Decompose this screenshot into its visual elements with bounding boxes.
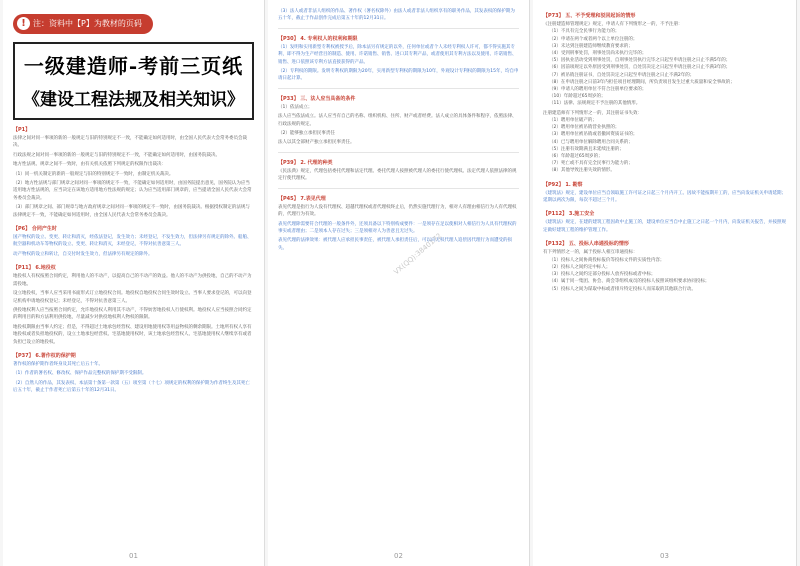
title-line-1: 一级建造师-考前三页纸 bbox=[23, 54, 244, 78]
list-item: （1）聘用单位破产的； bbox=[549, 118, 597, 124]
page-2 bbox=[268, 0, 530, 566]
list-item: （5）注册有效期满且未延续注册的； bbox=[549, 146, 624, 152]
paragraph: 表见代理的法律效果：被代理人应承担民事责任，被代理人承担责任后，可以向无权代理人追偿因代理行为而遭受的损失。 bbox=[278, 238, 512, 251]
note-banner bbox=[13, 14, 153, 34]
paragraph: 法律之间对同一事项的新的一般规定与旧的特别规定不一致，不能确定如何适用时，由全国人民代表大会常务委员会裁决。 bbox=[13, 136, 247, 149]
paragraph: （2）自然人的作品，其发表权、本法第十条第一款第（五）项至第（十七）项规定的权利的保护期为作者终生及其死亡后五十年，截止于作者死亡后第五十年的12月31日。 bbox=[13, 380, 250, 394]
section-heading: 【P132】 五、投标人串通投标的情形 bbox=[543, 241, 629, 248]
list-item: （5）投标人之间为谋取中标或者排斥特定投标人而采取的其他联合行动。 bbox=[549, 286, 696, 292]
paragraph: 注册建造师有下列情形之一的，其注册证书失效： bbox=[543, 110, 642, 116]
paragraph: 国产物权的设立、变更、转让和消灭，经依法登记，发生效力；未经登记，不发生效力，但法律另有规定的除外。船舶、航空器和机动车等物权的设立、变更、转让和消灭，未经登记，不得对抗善意第三人。 bbox=[13, 235, 252, 248]
paragraph: 法人应当依法成立。法人应当有自己的名称、组织机构、住所、财产或者经费。法人成立的具体条件和程序，依照法律、行政法规的规定。 bbox=[278, 114, 517, 127]
list-item: （8）其他导致注册失效的情形。 bbox=[549, 168, 615, 174]
page-3 bbox=[533, 0, 797, 566]
paragraph: 《民法典》规定，代理包括委托代理和法定代理。委托代理人按照被代理人的委托行使代理权。法定代理人依照法律的规定行使代理权。 bbox=[278, 168, 517, 182]
paragraph: （2）能够独立承担民事责任 bbox=[278, 131, 335, 137]
divider bbox=[278, 28, 519, 29]
paragraph: 法人以其全部财产独立承担民事责任。 bbox=[278, 140, 355, 146]
paragraph: 动产物权的设立和转让，自交付时发生效力，但法律另有规定的除外。 bbox=[13, 251, 153, 257]
document-title-box bbox=[13, 42, 254, 120]
section-heading: 【P33】 三、法人应当具备的条件 bbox=[278, 95, 356, 102]
paragraph: 地役权人有权按照合同约定，利用他人的不动产，以提高自己的不动产的效益。他人的不动产为供役地，自己的不动产为需役地。 bbox=[13, 274, 252, 287]
list-item: （4）属于同一集团、协会、商会等组织成员的投标人按照该组织要求协同投标； bbox=[549, 279, 710, 285]
watermark-text: VX(QQ):3840172 bbox=[392, 231, 444, 277]
paragraph: 供役地权利人应当按照合同约定，允许地役权人利用其不动产，不得妨害地役权人行使权利。地役权人应当按照合同约定的利用目的和方法利用供役地，尽量减少对供役地权利人物权的限制。 bbox=[13, 307, 252, 321]
section-heading: 【P11】 6.地役权 bbox=[13, 265, 56, 272]
paragraph: 地役权期限由当事人约定；但是，不得超过土地承包经营权、建设用地使用权等用益物权的剩余期限。土地所有权人享有地役权或者负担地役权的，设立土地承包经营权、宅基地使用权时，该土地承包经营权人、宅基地使用权人继续享有或者负担已设立的地役权。 bbox=[13, 324, 252, 345]
paragraph: （3）法人或者非法人组织的作品、著作权（署名权除外）由法人或者非法人组织享有的职务作品，其发表权的保护期为五十年，截止于作品创作完成后第五十年的12月31日。 bbox=[278, 9, 515, 22]
list-item: （6）年龄超过65周岁的； bbox=[549, 154, 603, 160]
divider bbox=[278, 152, 519, 153]
list-item: （11）法律、法规规定不予注册的其他情形。 bbox=[549, 101, 641, 107]
list-item: （7）死亡或不具有完全民事行为能力的； bbox=[549, 161, 633, 167]
paragraph: 表见代理除需要符合代理的一般条件外，还须具备以下特别构成要件：一是须存在足以使相对人相信行为人具有代理权的事实或者理由；二是须本人存在过失；三是须相对人为善意且无过失。 bbox=[278, 221, 517, 234]
section-heading: 【P92】 1. 勘察 bbox=[543, 181, 583, 188]
paragraph: 《建筑法》规定，建设单位应当自领取施工许可证之日起三个月内开工。因故不能按期开工的，应当向发证机关申请延期；延期以两次为限，每次不超过三个月。 bbox=[543, 190, 786, 204]
paragraph: （3）部门规章之间、部门规章与地方政府规章之间对同一事项的规定不一致时，由国务院裁决。根据授权制定的法规与法律规定不一致，不能确定如何适用时，由全国人民代表大会常务委员会裁决。 bbox=[13, 205, 250, 218]
list-item: （1）投标人之间协商投标报价等投标文件的实质性内容； bbox=[549, 257, 665, 263]
list-item: （8）在申请注册之日前3年内担任项目经理期间，所负责项目发生过重大质量和安全事故的； bbox=[549, 79, 735, 85]
note-text: 注：资料中【P】为教材的页码 bbox=[33, 19, 142, 28]
paragraph: 行政法规之间对同一事项的新的一般规定与旧的特别规定不一致，不能确定如何适用时，由国务院裁决。 bbox=[13, 152, 220, 158]
list-item: （2）申请在两个或者两个以上单位注册的； bbox=[549, 36, 638, 42]
section-heading: 【P6】 合同产生时 bbox=[13, 226, 57, 233]
page-number: 01 bbox=[129, 552, 138, 560]
list-item: （6）因前项规定以外原因受到刑事处罚，自处罚决定之日起至申请注册之日止不满3年的； bbox=[549, 65, 731, 71]
section-heading: 【P1】 bbox=[13, 127, 31, 133]
paragraph: （1）同一机关制定的新的一般规定与旧的特别规定不一致时，由制定机关裁决。 bbox=[13, 171, 174, 177]
list-item: （2）投标人之间约定中标人； bbox=[549, 264, 611, 270]
list-item: （9）申请人的聘用单位不符合注册单位要求的； bbox=[549, 87, 647, 93]
paragraph: 有下列情形之一的，属于投标人相互串通投标： bbox=[543, 250, 638, 256]
section-heading: 【P37】 6.著作权的保护期 bbox=[13, 352, 76, 359]
section-heading: 【P39】 2. 代理的种类 bbox=[278, 159, 333, 166]
paragraph: 地方性法规、规章之间不一致时，由有关机关依照下列规定的权限作出裁决： bbox=[13, 162, 166, 168]
paragraph: 《注册建造师管理规定》规定，申请人有下列情形之一的，不予注册： bbox=[543, 22, 683, 27]
section-heading: 【P73】 五、不予受理和驳回起诉的情形 bbox=[543, 13, 636, 19]
list-item: （5）因执业活动受到刑事处罚，自刑事处罚执行完毕之日起至申请注册之日止不满5年的； bbox=[549, 58, 731, 64]
paragraph: （2）专利权的期限。发明专利权的期限为20年，实用新型专利权的期限为10年，外观设计专利权的期限为15年，均自申请日起计算。 bbox=[278, 69, 519, 82]
divider bbox=[278, 88, 519, 89]
list-item: （1）不具有完全民事行为能力的； bbox=[549, 29, 620, 35]
list-item: （3）投标人之间约定部分投标人放弃投标或者中标； bbox=[549, 272, 656, 278]
list-item: （10）年龄超过65周岁的； bbox=[549, 94, 606, 100]
divider bbox=[278, 188, 519, 189]
paragraph: 表见代理是指行为人没有代理权、超越代理权或者代理权终止后，仍然实施代理行为，相对人有理由相信行为人有代理权的，代理行为有效。 bbox=[278, 204, 517, 218]
section-heading: 【P112】 3.施工安全 bbox=[543, 211, 595, 218]
page-1 bbox=[3, 0, 265, 566]
paragraph: （1）发明和实用新型专利权被授予后，除本法另有规定的以外，任何单位或者个人未经专利权人许可，都不得实施其专利，即不得为生产经营目的制造、使用、许诺销售、销售、进口其专利产品，或者使用其专利方法以及使用、许诺销售、销售、进口依照该专利方法直接获得的产品。 bbox=[278, 44, 517, 65]
section-heading: 【P30】 4. 专利权人的权利和期限 bbox=[278, 35, 358, 42]
list-item: （2）聘用单位被吊销营业执照的； bbox=[549, 125, 620, 131]
list-item: （4）受到刑事处罚，刑事处罚尚未执行完毕的； bbox=[549, 51, 647, 57]
page-number: 03 bbox=[660, 552, 669, 560]
section-heading: 【P45】 7.表见代理 bbox=[278, 195, 326, 202]
list-item: （4）已与聘用单位解除聘用合同关系的； bbox=[549, 139, 633, 145]
paragraph: （1）依法成立； bbox=[278, 104, 313, 110]
paragraph: 《建筑法》规定，在建的建筑工程因故中止施工的，建设单位应当自中止施工之日起一个月内，向发证机关报告，并按照规定做好建筑工程的维护管理工作。 bbox=[543, 220, 786, 233]
paragraph: （1）作者的署名权、修改权、保护作品完整权的保护期不受限制。 bbox=[13, 371, 147, 377]
list-item: （3）聘用单位被吊销或者撤回资质证书的； bbox=[549, 132, 638, 138]
paragraph: （2）地方性法规与部门规章之间对同一事项的规定不一致，不能确定如何适用时，由国务院提出意见，国务院认为应当适用地方性法规的，应当决定在该地方适用地方性法规的规定；认为应当适用部门规章的，应当提请全国人民代表大会常务委员会裁决。 bbox=[13, 181, 252, 201]
exclamation-icon: ! bbox=[17, 17, 30, 30]
page-number: 02 bbox=[394, 552, 403, 560]
list-item: （7）被吊销注册证书，自处罚决定之日起至申请注册之日止不满2年的； bbox=[549, 72, 695, 78]
paragraph: 设立地役权，当事人应当采用书面形式订立地役权合同。地役权自地役权合同生效时设立。当事人要求登记的，可以向登记机构申请地役权登记；未经登记，不得对抗善意第三人。 bbox=[13, 291, 252, 304]
title-line-2: 《建设工程法规及相关知识》 bbox=[23, 90, 244, 110]
list-item: （3）未达到注册建造师继续教育要求的； bbox=[549, 43, 633, 49]
paragraph: 著作权的保护期作者终身及其死亡后五十年。 bbox=[13, 361, 103, 367]
